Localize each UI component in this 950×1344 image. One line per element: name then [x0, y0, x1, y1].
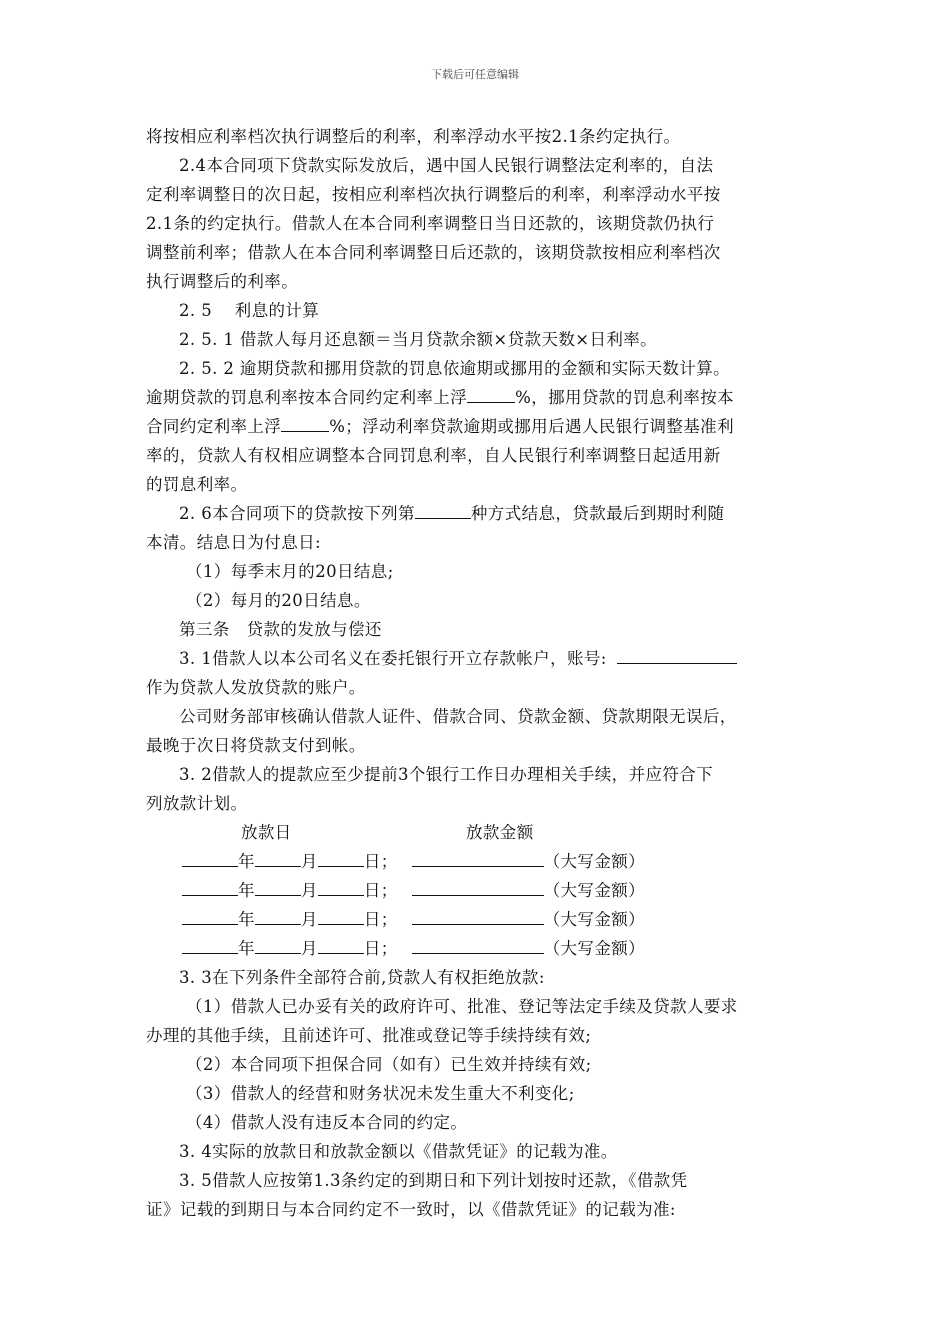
month-blank[interactable]: [255, 907, 301, 925]
interest-method-blank[interactable]: [415, 501, 471, 519]
schedule-header: [146, 818, 814, 847]
year-label: 年: [238, 939, 255, 958]
amount-blank[interactable]: [412, 878, 544, 896]
clause-2-6-line2: 本清。结息日为付息日:: [146, 533, 321, 552]
clause-2-5-1: 2. 5. 1 借款人每月还息额＝当月贷款余额×贷款天数×日利率。: [179, 330, 658, 349]
clause-2-5-2-line3: [146, 412, 814, 441]
day-label: 日；: [363, 881, 398, 900]
schedule-row: [146, 876, 814, 905]
day-label: 日；: [363, 939, 398, 958]
amount-note: （大写金额）: [543, 881, 646, 900]
amount-note: （大写金额）: [543, 852, 646, 871]
clause-2-6-line1-a: 2. 6本合同项下的贷款按下列第: [179, 504, 415, 523]
clause-2-4-line5: 执行调整后的利率。: [146, 272, 299, 291]
schedule-col-amount: 放款金额: [466, 823, 534, 842]
clause-2-4-line3: 2.1条的约定执行。借款人在本合同利率调整日当日还款的，该期贷款仍执行: [146, 214, 715, 233]
month-label: 月: [300, 910, 318, 929]
account-number-blank[interactable]: [617, 646, 737, 664]
clause-2-6-line1-b: 种方式结息，贷款最后到期时利随: [470, 504, 725, 523]
option-1: （1）每季末月的20日结息;: [186, 562, 394, 581]
option-2: （2）每月的20日结息。: [186, 591, 371, 610]
amount-note: （大写金额）: [543, 910, 646, 929]
amount-note: （大写金额）: [543, 939, 646, 958]
contract-body: [146, 122, 814, 1224]
clause-2-5-2-line5: 的罚息利率。: [146, 475, 248, 494]
year-label: 年: [238, 852, 255, 871]
year-label: 年: [238, 881, 255, 900]
month-label: 月: [300, 939, 318, 958]
clause-3-3: 3. 3在下列条件全部符合前,贷款人有权拒绝放款:: [179, 968, 545, 987]
article-3-title: 第三条 贷款的发放与偿还: [179, 620, 382, 639]
schedule-row: [146, 905, 814, 934]
schedule-row: [146, 847, 814, 876]
month-blank[interactable]: [255, 936, 301, 954]
page-header: 下载后可任意编辑: [431, 68, 519, 81]
clause-2-5-2-line3-b: %；浮动利率贷款逾期或挪用后遇人民银行调整基准利: [329, 417, 734, 436]
paragraph-rate-adjust-cont: 将按相应利率档次执行调整后的利率，利率浮动水平按2.1条约定执行。: [146, 127, 681, 146]
month-blank[interactable]: [255, 878, 301, 896]
misuse-rate-blank[interactable]: [281, 414, 329, 432]
clause-3-2-line1: 3. 2借款人的提款应至少提前3个银行工作日办理相关手续，并应符合下: [179, 765, 714, 784]
condition-3: （3）借款人的经营和财务状况未发生重大不利变化;: [186, 1084, 575, 1103]
schedule-col-date: 放款日: [241, 823, 292, 842]
clause-3-4: 3. 4实际的放款日和放款金额以《借款凭证》的记载为准。: [179, 1142, 618, 1161]
clause-3-5-line1: 3. 5借款人应按第1.3条约定的到期日和下列计划按时还款，《借款凭: [179, 1171, 688, 1190]
clause-2-4-line2: 定利率调整日的次日起，按相应利率档次执行调整后的利率，利率浮动水平按: [146, 185, 721, 204]
condition-4: （4）借款人没有违反本合同的约定。: [186, 1113, 468, 1132]
amount-blank[interactable]: [412, 936, 544, 954]
finance-review-line2: 最晚于次日将贷款支付到帐。: [146, 736, 366, 755]
clause-2-5-2-line3-a: 合同约定利率上浮: [146, 417, 282, 436]
clause-2-5-2-line2: [146, 383, 814, 412]
year-blank[interactable]: [182, 849, 238, 867]
clause-2-5-2-line2-b: %，挪用贷款的罚息利率按本: [515, 388, 734, 407]
clause-3-1-line2: 作为贷款人发放贷款的账户。: [146, 678, 366, 697]
amount-blank[interactable]: [412, 849, 544, 867]
condition-1-line1: （1）借款人已办妥有关的政府许可、批准、登记等法定手续及贷款人要求: [186, 997, 738, 1016]
clause-3-1-line1-text: 3. 1借款人以本公司名义在委托银行开立存款帐户，账号:: [179, 649, 607, 668]
year-label: 年: [238, 910, 255, 929]
day-blank[interactable]: [318, 907, 364, 925]
clause-2-5-2-line1: 2. 5. 2 逾期贷款和挪用贷款的罚息依逾期或挪用的金额和实际天数计算。: [179, 359, 731, 378]
month-blank[interactable]: [255, 849, 301, 867]
condition-1-line2: 办理的其他手续，且前述许可、批准或登记等手续持续有效;: [146, 1026, 592, 1045]
year-blank[interactable]: [182, 936, 238, 954]
year-blank[interactable]: [182, 907, 238, 925]
clause-2-5-2-line4: 率的，贷款人有权相应调整本合同罚息利率，自人民银行利率调整日起适用新: [146, 446, 721, 465]
schedule-row: [146, 934, 814, 963]
day-blank[interactable]: [318, 936, 364, 954]
clause-2-5-title: 2. 5 利息的计算: [179, 301, 320, 320]
clause-3-2-line2: 列放款计划。: [146, 794, 248, 813]
clause-2-4-line4: 调整前利率；借款人在本合同利率调整日后还款的，该期贷款按相应利率档次: [146, 243, 721, 262]
condition-2: （2）本合同项下担保合同（如有）已生效并持续有效;: [186, 1055, 592, 1074]
day-label: 日；: [363, 852, 398, 871]
overdue-rate-blank[interactable]: [467, 385, 515, 403]
day-label: 日；: [363, 910, 398, 929]
clause-3-5-line2: 证》记载的到期日与本合同约定不一致时，以《借款凭证》的记载为准:: [146, 1200, 676, 1219]
finance-review-line1: 公司财务部审核确认借款人证件、借款合同、贷款金额、贷款期限无误后，: [179, 707, 737, 726]
clause-3-1-line1: [146, 644, 814, 673]
clause-2-4-line1: 2.4本合同项下贷款实际发放后，遇中国人民银行调整法定利率的，自法: [179, 156, 714, 175]
amount-blank[interactable]: [412, 907, 544, 925]
day-blank[interactable]: [318, 878, 364, 896]
year-blank[interactable]: [182, 878, 238, 896]
clause-2-5-2-line2-a: 逾期贷款的罚息利率按本合同约定利率上浮: [146, 388, 468, 407]
month-label: 月: [300, 881, 318, 900]
day-blank[interactable]: [318, 849, 364, 867]
clause-2-6-line1: [146, 499, 814, 528]
month-label: 月: [300, 852, 318, 871]
